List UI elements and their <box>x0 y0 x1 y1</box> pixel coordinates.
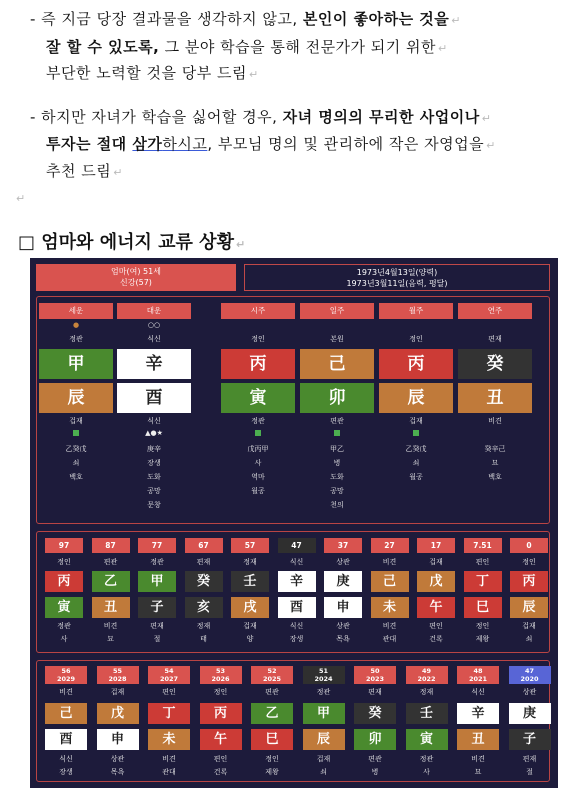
heavenly-stem: 己 <box>300 349 374 379</box>
seun-age: 56 <box>61 667 71 675</box>
earthly-branch: 丑 <box>92 597 130 618</box>
life-stage: 태 <box>200 635 207 643</box>
branch-ten-god: 겁재 <box>409 417 423 425</box>
heavenly-stem: 癸 <box>354 703 396 724</box>
branch-ten-god: 정관 <box>251 417 265 425</box>
stem-ten-god: 겁재 <box>110 688 125 696</box>
heavenly-stem: 甲 <box>39 349 113 379</box>
branch-ten-god: 비견 <box>103 622 118 630</box>
paragraph2-line2: 투자는 절대 삼가하시고, 부모님 명의 및 관리하에 작은 자영업을 ↵ <box>46 135 496 153</box>
earthly-branch: 寅 <box>45 597 83 618</box>
green-marker <box>39 430 113 439</box>
heavenly-stem: 乙 <box>92 571 130 592</box>
sinsal-3: 문창 <box>147 501 161 509</box>
seun-year: 2026 <box>211 675 230 683</box>
earthly-branch: 辰 <box>379 383 453 413</box>
hidden-stems: 乙癸戊 <box>405 445 427 453</box>
stem-ten-god: 정인 <box>409 335 423 343</box>
green-marker <box>221 430 295 439</box>
life-stage: 쇠 <box>320 768 327 776</box>
heavenly-stem: 庚 <box>509 703 551 724</box>
branch-ten-god: 겁재 <box>243 622 257 630</box>
seun-age: 50 <box>370 667 380 675</box>
saju-chart-image <box>30 258 558 788</box>
heavenly-stem: 戊 <box>97 703 139 724</box>
stem-ten-god: 편재 <box>196 558 211 566</box>
branch-ten-god: 편재 <box>522 755 537 763</box>
hidden-stems: 乙癸戊 <box>65 445 87 453</box>
earthly-branch: 丑 <box>458 383 532 413</box>
heavenly-stem: 己 <box>45 703 87 724</box>
stem-ten-god: 편재 <box>368 688 382 696</box>
four-pillars-box <box>36 296 550 524</box>
seun-age: 49 <box>421 667 432 675</box>
sinsal-2: 공망 <box>330 487 344 495</box>
earthly-branch: 子 <box>138 597 176 618</box>
sinsal-3: 천의 <box>330 501 344 509</box>
seun-year-tag <box>200 666 242 684</box>
branch-ten-god: 비견 <box>382 622 397 630</box>
branch-ten-god: 겁재 <box>316 755 331 763</box>
hidden-stems: 癸辛己 <box>484 445 506 453</box>
life-stage: 묘 <box>491 459 499 467</box>
seun-age: 47 <box>524 667 535 675</box>
earthly-branch: 寅 <box>221 383 295 413</box>
daeun-age: 27 <box>371 538 409 553</box>
life-stage: 건록 <box>429 635 443 643</box>
life-stage: 목욕 <box>110 768 125 776</box>
earthly-branch: 辰 <box>39 383 113 413</box>
seun-year-tag <box>97 666 139 684</box>
branch-ten-god: 비견 <box>162 755 176 763</box>
seun-box <box>36 660 550 782</box>
heavenly-stem: 戊 <box>417 571 455 592</box>
life-stage: 쇠 <box>72 459 80 467</box>
daeun-age: 37 <box>324 538 362 553</box>
life-stage: 쇠 <box>412 459 420 467</box>
seun-year-tag <box>303 666 345 684</box>
earthly-branch: 巳 <box>251 729 293 750</box>
earthly-branch: 亥 <box>185 597 223 618</box>
earthly-branch: 申 <box>97 729 139 750</box>
seun-year-tag <box>251 666 293 684</box>
life-stage: 관대 <box>162 768 176 776</box>
daeun-age: 57 <box>231 538 269 553</box>
daeun-age: 67 <box>185 538 223 553</box>
paragraph1-line1: - 즉 지금 당장 결과물을 생각하지 않고, 본인이 좋아하는 것을 ↵ <box>30 10 461 28</box>
hidden-stems: 庚辛 <box>147 445 161 453</box>
branch-ten-god: 정관 <box>419 755 434 763</box>
stem-ten-god: 식신 <box>471 688 485 696</box>
seun-year: 2023 <box>365 675 385 683</box>
seun-age: 54 <box>164 667 174 675</box>
pillar-tag: 대운 <box>117 303 191 319</box>
stem-ten-god: 정관 <box>69 335 83 343</box>
stem-ten-god: 정재 <box>243 558 257 566</box>
heavenly-stem: 丙 <box>379 349 453 379</box>
branch-ten-god: 편인 <box>213 755 228 763</box>
life-stage: 절 <box>153 635 161 643</box>
sinsal-1: 역마 <box>251 473 265 481</box>
stem-ten-god: 편재 <box>488 335 502 343</box>
sinsal-1: 도화 <box>147 473 161 481</box>
branch-ten-god: 편관 <box>330 417 344 425</box>
stem-ten-god: 정재 <box>419 688 434 696</box>
heavenly-stem: 甲 <box>138 571 176 592</box>
branch-ten-god: 정관 <box>57 622 71 630</box>
branch-ten-god: 정인 <box>265 755 279 763</box>
life-stage: 제왕 <box>265 768 279 776</box>
earthly-branch: 寅 <box>406 729 448 750</box>
seun-year-tag <box>354 666 396 684</box>
life-stage: 병 <box>371 768 379 776</box>
stem-ten-god: 편관 <box>265 688 279 696</box>
stem-ten-god: 편관 <box>103 558 118 566</box>
symbol-marks: ▲●★ <box>145 429 163 437</box>
sinsal-1: 도화 <box>330 473 344 481</box>
sinsal-2: 공망 <box>147 487 161 495</box>
seun-age: 51 <box>318 667 329 675</box>
branch-ten-god: 정인 <box>475 622 490 630</box>
header-birthdate: 1973년4월13일(양력) 1973년3월11일(음력, 평달) <box>244 264 550 291</box>
paragraph1-line3: 부단한 노력할 것을 당부 드림 ↵ <box>46 64 259 82</box>
seun-year: 2024 <box>314 675 333 683</box>
stem-ten-god: 식신 <box>289 558 304 566</box>
earthly-branch: 酉 <box>117 383 191 413</box>
branch-ten-god: 비견 <box>471 755 485 763</box>
seun-year: 2025 <box>262 675 282 683</box>
earthly-branch: 酉 <box>45 729 87 750</box>
earthly-branch: 辰 <box>510 597 548 618</box>
branch-ten-god: 편관 <box>368 755 382 763</box>
stem-ten-god: 정관 <box>150 558 164 566</box>
pillar-mark: ○○ <box>147 321 161 329</box>
green-marker <box>300 430 374 439</box>
seun-age: 52 <box>267 667 277 675</box>
heavenly-stem: 丙 <box>45 571 83 592</box>
life-stage: 장생 <box>289 635 304 643</box>
seun-age: 55 <box>112 667 123 675</box>
daeun-age: 97 <box>45 538 83 553</box>
life-stage: 묘 <box>107 635 114 643</box>
heavenly-stem: 癸 <box>458 349 532 379</box>
earthly-branch: 申 <box>324 597 362 618</box>
heavenly-stem: 丙 <box>200 703 242 724</box>
sinsal-1: 월공 <box>409 473 423 481</box>
earthly-branch: 巳 <box>464 597 502 618</box>
seun-year-tag <box>509 666 551 684</box>
life-stage: 절 <box>526 768 533 776</box>
life-stage: 사 <box>254 459 262 467</box>
heavenly-stem: 壬 <box>231 571 269 592</box>
pillar-tag: 시주 <box>221 303 295 319</box>
heavenly-stem: 丁 <box>464 571 502 592</box>
stem-ten-god: 비견 <box>382 558 397 566</box>
seun-age: 53 <box>215 667 226 675</box>
seun-year: 2028 <box>108 675 127 683</box>
heavenly-stem: 乙 <box>251 703 293 724</box>
stem-ten-god: 본원 <box>330 335 344 343</box>
paragraph1-line2: 잘 할 수 있도록, 그 분야 학습을 통해 전문가가 되기 위한 ↵ <box>46 38 448 56</box>
seun-year-tag <box>45 666 87 684</box>
seun-year: 2022 <box>417 675 436 683</box>
heavenly-stem: 丙 <box>221 349 295 379</box>
stem-ten-god: 편인 <box>162 688 176 696</box>
earthly-branch: 未 <box>371 597 409 618</box>
seun-year: 2020 <box>520 675 539 683</box>
life-stage: 장생 <box>147 459 161 467</box>
paragraph2-line1: - 하지만 자녀가 학습을 싫어할 경우, 자녀 명의의 무리한 사업이나 ↵ <box>30 108 492 126</box>
stem-ten-god: 편인 <box>475 558 490 566</box>
seun-age: 48 <box>473 667 483 675</box>
life-stage: 묘 <box>474 768 482 776</box>
hidden-stems: 戊丙甲 <box>247 445 269 453</box>
life-stage: 사 <box>60 635 68 643</box>
life-stage: 양 <box>246 635 254 643</box>
pillar-tag: 연주 <box>458 303 532 319</box>
earthly-branch: 未 <box>148 729 190 750</box>
life-stage: 쇠 <box>525 635 533 643</box>
branch-ten-god: 편인 <box>429 622 443 630</box>
branch-ten-god: 겁재 <box>522 622 536 630</box>
seun-year-tag <box>457 666 499 684</box>
daeun-age: 77 <box>138 538 176 553</box>
branch-ten-god: 비견 <box>488 417 502 425</box>
earthly-branch: 酉 <box>278 597 316 618</box>
earthly-branch: 午 <box>417 597 455 618</box>
life-stage: 관대 <box>382 635 397 643</box>
stem-ten-god: 식신 <box>147 335 161 343</box>
life-stage: 건록 <box>213 768 228 776</box>
heavenly-stem: 辛 <box>457 703 499 724</box>
branch-ten-god: 겁재 <box>69 417 83 425</box>
header-profile: 엄마(여) 51세 신강(57) <box>36 264 236 291</box>
pillar-mark: ● <box>72 321 80 329</box>
branch-ten-god: 식신 <box>289 622 304 630</box>
sinsal-1: 백호 <box>488 473 502 481</box>
earthly-branch: 子 <box>509 729 551 750</box>
branch-ten-god: 상관 <box>110 755 125 763</box>
branch-ten-god: 식신 <box>147 417 161 425</box>
daeun-age: 87 <box>92 538 130 553</box>
empty-paragraph-mark: ↵ <box>16 192 26 205</box>
pillar-tag: 일주 <box>300 303 374 319</box>
earthly-branch: 辰 <box>303 729 345 750</box>
stem-ten-god: 정인 <box>522 558 536 566</box>
stem-ten-god: 겁재 <box>429 558 443 566</box>
life-stage: 병 <box>333 459 341 467</box>
sinsal-2: 월공 <box>251 487 265 495</box>
pillar-tag: 월주 <box>379 303 453 319</box>
sinsal-1: 백호 <box>69 473 83 481</box>
branch-ten-god: 편재 <box>150 622 164 630</box>
branch-ten-god: 식신 <box>59 755 73 763</box>
branch-ten-god: 상관 <box>336 622 350 630</box>
branch-ten-god: 정재 <box>196 622 211 630</box>
seun-year: 2027 <box>159 675 179 683</box>
life-stage: 목욕 <box>336 635 350 643</box>
stem-ten-god: 비견 <box>59 688 73 696</box>
heavenly-stem: 己 <box>371 571 409 592</box>
daeun-age: 47 <box>278 538 316 553</box>
heavenly-stem: 壬 <box>406 703 448 724</box>
stem-ten-god: 정관 <box>316 688 331 696</box>
life-stage: 장생 <box>59 768 73 776</box>
earthly-branch: 丑 <box>457 729 499 750</box>
heavenly-stem: 辛 <box>117 349 191 379</box>
pillar-tag: 세운 <box>39 303 113 319</box>
hidden-stems: 甲乙 <box>330 445 344 453</box>
stem-ten-god: 정인 <box>57 558 71 566</box>
life-stage: 제왕 <box>475 635 490 643</box>
life-stage: 사 <box>423 768 430 776</box>
heavenly-stem: 辛 <box>278 571 316 592</box>
heavenly-stem: 甲 <box>303 703 345 724</box>
seun-year-tag <box>406 666 448 684</box>
earthly-branch: 卯 <box>354 729 396 750</box>
earthly-branch: 戌 <box>231 597 269 618</box>
heavenly-stem: 庚 <box>324 571 362 592</box>
stem-ten-god: 정인 <box>251 335 265 343</box>
heavenly-stem: 丁 <box>148 703 190 724</box>
heavenly-stem: 癸 <box>185 571 223 592</box>
stem-ten-god: 상관 <box>336 558 350 566</box>
seun-year: 2029 <box>56 675 76 683</box>
daeun-age: 17 <box>417 538 455 553</box>
seun-year-tag <box>148 666 190 684</box>
earthly-branch: 卯 <box>300 383 374 413</box>
daeun-age: 0 <box>510 538 548 553</box>
green-marker <box>379 430 453 439</box>
paragraph2-line3: 추천 드림 ↵ <box>46 162 123 180</box>
seun-year: 2021 <box>468 675 488 683</box>
section-title: □ 엄마와 에너지 교류 상황 ↵ <box>18 232 246 253</box>
earthly-branch: 午 <box>200 729 242 750</box>
stem-ten-god: 상관 <box>522 688 537 696</box>
stem-ten-god: 정인 <box>213 688 228 696</box>
heavenly-stem: 丙 <box>510 571 548 592</box>
daeun-age: 7.51 <box>464 538 502 553</box>
daeun-box <box>36 531 550 653</box>
